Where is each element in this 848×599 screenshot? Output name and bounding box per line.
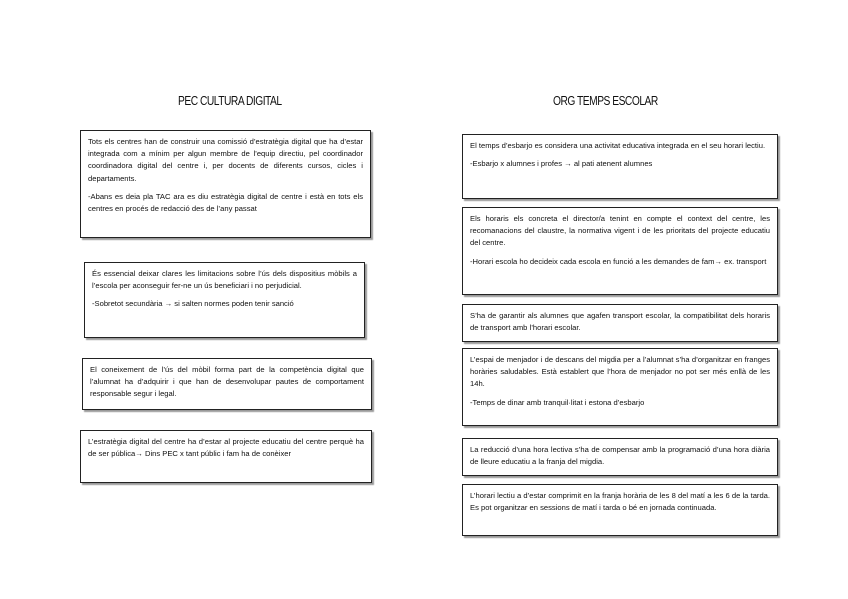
right-column-title: ORG TEMPS ESCOLAR <box>553 94 658 108</box>
note-text: El temps d’esbarjo es considera una activitat educativa integrada en el seu horari lectiu. <box>470 141 766 150</box>
left-column-title: PEC CULTURA DIGITAL <box>178 94 282 108</box>
note-box-recess-time <box>462 134 778 199</box>
note-text: Els horaris els concreta el director/a tenint en compte el context del centre, les recomanacions del claustre, la normativa vigent i de les prioritats del projecte educatiu del centre. <box>470 214 770 248</box>
note-box-lunch-time <box>462 348 778 426</box>
note-box-school-transport <box>462 304 778 342</box>
note-text: És essencial deixar clares les limitacions sobre l’ús dels dispositius mòbils a l’escola per aconseguir fer-ne un ús beneficiari i no perjudicial. <box>92 269 357 291</box>
note-text: -Temps de dinar amb tranquil·litat i estona d’esbarjo <box>470 397 645 407</box>
note-box-mobile-limitations <box>84 262 365 338</box>
note-box-hour-reduction <box>462 438 778 476</box>
note-text: -Abans es deia pla TAC ara es diu estratègia digital de centre i està en tots els centres en procés de redacció des de l’any passat <box>88 191 363 214</box>
note-box-schedules-director <box>462 207 778 295</box>
note-text: -Sobretot secundària → si salten normes poden tenir sanció <box>92 299 294 309</box>
note-text: El coneixement de l’ús del mòbil forma part de la competència digital que l’alumnat ha d’adquirir i que han de desenvolupar pautes de comportament responsable segur i legal. <box>90 365 364 399</box>
note-text: La reducció d’una hora lectiva s’ha de compensar amb la programació d’una hora diària de lleure educatiu a la franja del migdia. <box>470 445 770 467</box>
note-text: -Horari escola ho decideix cada escola en funció a les demandes de fam→ ex. transport <box>470 256 767 266</box>
note-text: L’horari lectiu a d’estar comprimit en la franja horària de les 8 del matí a les 6 de la tarda. Es pot organitzar en sessions de matí i tarda o bé en jornada continuada. <box>470 491 770 513</box>
note-text: L’estratègia digital del centre ha d’estar al projecte educatiu del centre perquè ha de ser pública→ Dins PEC x tant públic i fam ha de conèixer <box>88 437 364 459</box>
note-text: S’ha de garantir als alumnes que agafen transport escolar, la compatibilitat dels horaris de transport amb l’horari escolar. <box>470 311 770 333</box>
note-box-digital-strategy-commission <box>80 130 371 238</box>
note-box-digital-competence <box>82 358 372 410</box>
note-box-digital-strategy-pec <box>80 430 372 483</box>
note-text: L’espai de menjador i de descans del migdia per a l’alumnat s’ha d’organitzar en franges horàries saludables. Està establert que l’hora de menjador no pot ser més enllà de les 14h. <box>470 355 770 389</box>
note-text: Tots els centres han de construir una comissió d’estratègia digital que ha d’estar integrada com a mínim per algun membre de l’equip directiu, pel coordinador coordinadora digital del centre i, per docents de diferents cursos, cicles i departaments. <box>88 137 363 183</box>
note-box-compressed-schedule <box>462 484 778 536</box>
note-text: -Esbarjo x alumnes i profes → al pati atenent alumnes <box>470 159 653 169</box>
